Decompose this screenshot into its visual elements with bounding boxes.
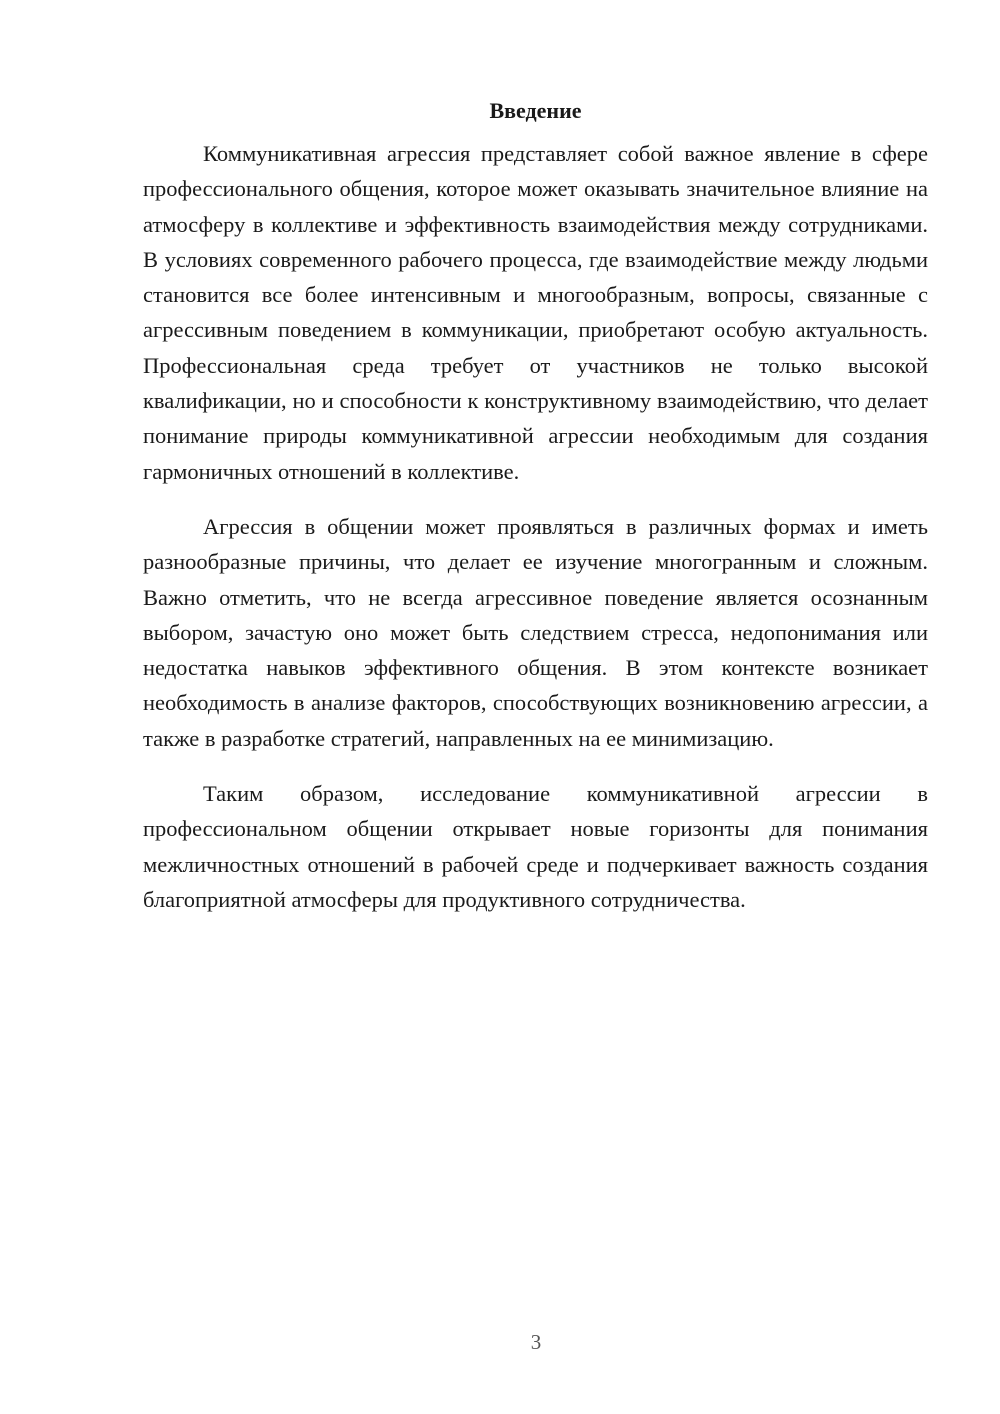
paragraph-1: Коммуникативная агрессия представляет собой важное явление в сфере профессионального общения, которое может оказывать значительное влияние на атмосферу в коллективе и эффективность взаимодействия между сотрудниками. В условиях современного рабочего процесса, где взаимодействие между людьми становится все более интенсивным и многообразным, вопросы, связанные с агрессивным поведением в коммуникации, приобретают особую актуальность. Профессиональная среда требует от участников не только высокой квалификации, но и способности к конструктивному взаимодействию, что делает понимание природы коммуникативной агрессии необходимым для создания гармоничных отношений в коллективе. <box>143 141 928 484</box>
paragraph-3: Таким образом, исследование коммуникативной агрессии в профессиональном общении открывает новые горизонты для понимания межличностных отношений в рабочей среде и подчеркивает важность создания благоприятной атмосферы для продуктивного сотрудничества. <box>143 781 928 912</box>
section-title: Введение <box>489 98 582 123</box>
page-number: 3 <box>530 1330 542 1354</box>
paragraph-2: Агрессия в общении может проявляться в различных формах и иметь разнообразные причины, что делает ее изучение многогранным и сложным. Важно отметить, что не всегда агрессивное поведение является осознанным выбором, зачастую оно может быть следствием стресса, недопонимания или недостатка навыков эффективного общения. В этом контексте возникает необходимость в анализе факторов, способствующих возникновению агрессии, а также в разработке стратегий, направленных на ее минимизацию. <box>143 513 928 751</box>
page-content <box>143 92 928 937</box>
